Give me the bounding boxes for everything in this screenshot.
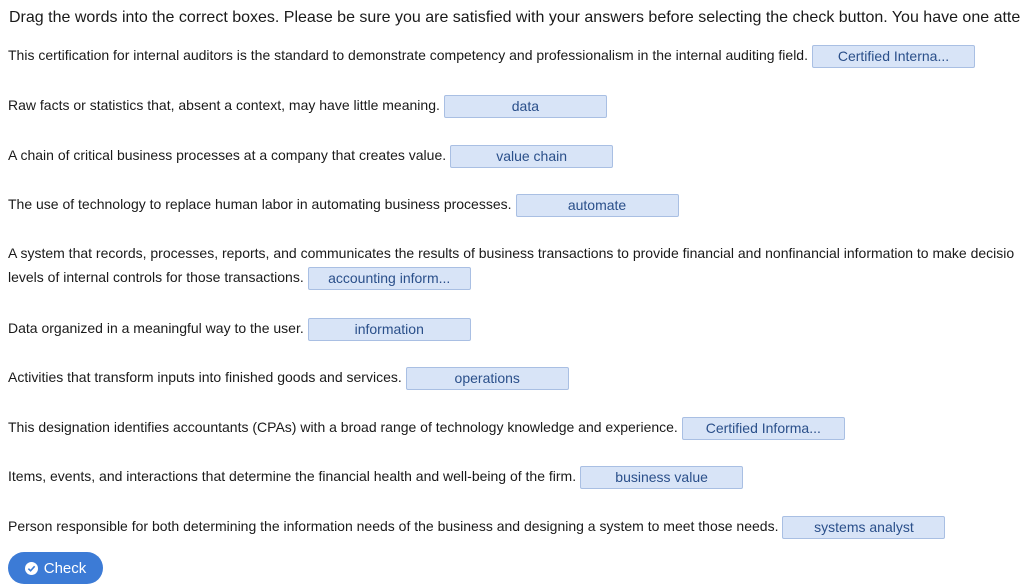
answer-box-8[interactable]: Certified Informa... xyxy=(682,417,845,440)
answer-box-5[interactable]: accounting inform... xyxy=(308,267,471,290)
question-text: The use of technology to replace human labor in automating business processes. xyxy=(8,196,512,212)
question-6 xyxy=(8,316,471,341)
check-button-label: Check xyxy=(43,559,87,577)
question-text: Items, events, and interactions that determine the financial health and well-being of the firm. xyxy=(8,468,577,484)
answer-box-10[interactable]: systems analyst xyxy=(782,516,945,539)
check-circle-icon xyxy=(25,562,38,575)
answer-box-2[interactable]: data xyxy=(444,95,607,118)
question-text: This designation identifies accountants (CPAs) with a broad range of technology knowledge and experience. xyxy=(8,419,678,435)
question-7 xyxy=(8,365,569,390)
question-text: Raw facts or statistics that, absent a context, may have little meaning. xyxy=(8,97,440,113)
question-5 xyxy=(8,241,1024,290)
question-2 xyxy=(8,93,607,118)
question-text: Activities that transform inputs into finished goods and services. xyxy=(8,369,402,385)
question-text: Data organized in a meaningful way to the user. xyxy=(8,320,304,336)
question-4 xyxy=(8,192,679,217)
check-button[interactable] xyxy=(8,552,103,584)
question-10 xyxy=(8,514,945,539)
question-text: Person responsible for both determining the information needs of the business and designing a system to meet those needs. xyxy=(8,518,779,534)
question-8 xyxy=(8,415,845,440)
question-9 xyxy=(8,464,743,489)
answer-box-7[interactable]: operations xyxy=(406,367,569,390)
question-1 xyxy=(8,43,975,68)
answer-box-6[interactable]: information xyxy=(308,318,471,341)
answer-box-3[interactable]: value chain xyxy=(450,145,613,168)
question-text: This certification for internal auditors is the standard to demonstrate competency and professionalism in the internal auditing field. xyxy=(8,47,808,63)
question-3 xyxy=(8,143,613,168)
answer-box-1[interactable]: Certified Interna... xyxy=(812,45,975,68)
question-text: A chain of critical business processes at a company that creates value. xyxy=(8,147,447,163)
answer-box-9[interactable]: business value xyxy=(580,466,743,489)
instructions: Drag the words into the correct boxes. Please be sure you are satisfied with your answers before selecting the check button. You have one atte xyxy=(9,9,1021,26)
answer-box-4[interactable]: automate xyxy=(516,194,679,217)
question-text: A system that records, processes, reports, and communicates the results of business transactions to provide financial and nonfinancial information to make decisio levels of internal controls for those transactions. xyxy=(8,245,1015,285)
